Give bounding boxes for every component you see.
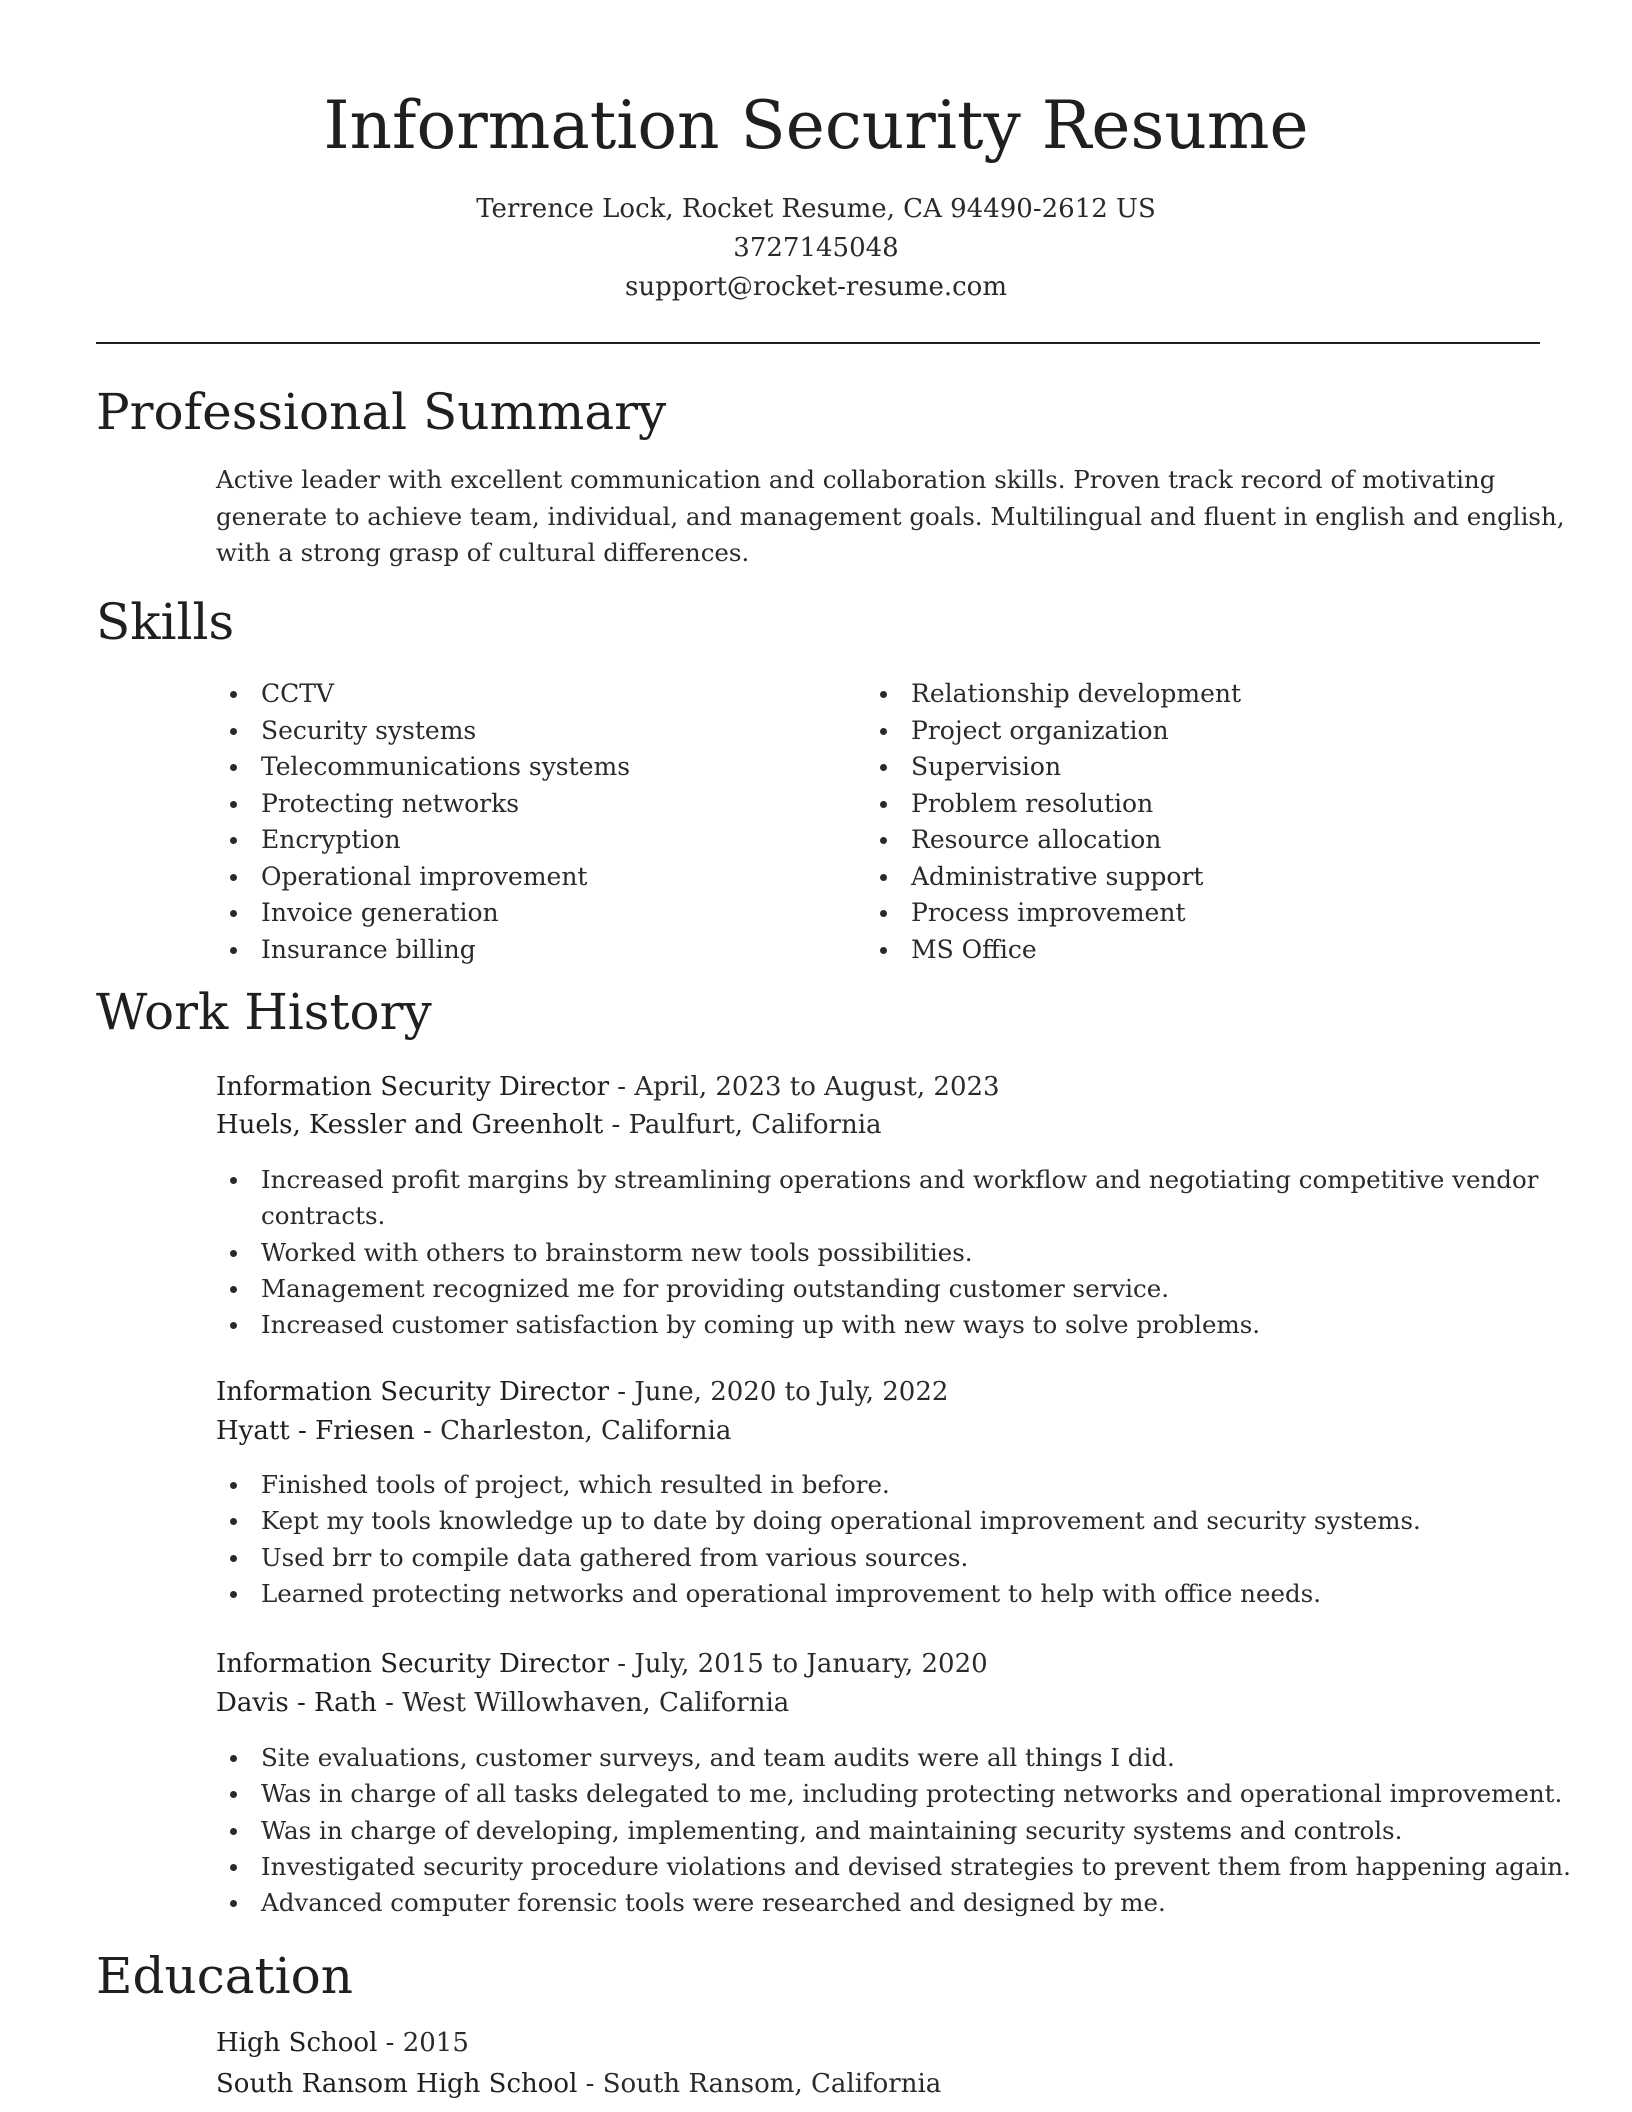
job-bullet: Investigated security procedure violations and devised strategies to prevent them from happening again. xyxy=(230,1849,1571,1885)
education-school: South Ransom High School xyxy=(216,2069,578,2099)
header-divider xyxy=(96,342,1540,344)
contact-phone: 3727145048 xyxy=(733,233,899,263)
education-location: South Ransom, California xyxy=(602,2069,942,2099)
summary-line: with a strong grasp of cultural differences. xyxy=(216,538,750,567)
education-degree-line xyxy=(216,2025,469,2061)
job-bullets xyxy=(230,1162,1538,1343)
skill-item: Supervision xyxy=(880,749,1241,786)
skill-item: Insurance billing xyxy=(230,932,630,969)
skill-item: Administrative support xyxy=(880,859,1241,896)
skill-item: Telecommunications systems xyxy=(230,749,630,786)
skill-item: Protecting networks xyxy=(230,786,630,823)
separator: - xyxy=(376,1688,403,1718)
skill-item: Relationship development xyxy=(880,676,1241,713)
job-title: Information Security Director xyxy=(216,1377,610,1407)
job-title-line xyxy=(216,1374,948,1410)
job-bullet: Finished tools of project, which resulted in before. xyxy=(230,1467,1421,1503)
summary-line: generate to achieve team, individual, and management goals. Multilingual and fluent in english and english, xyxy=(216,501,1565,531)
job-bullet: Used brr to compile data gathered from various sources. xyxy=(230,1540,1421,1576)
separator: - xyxy=(609,1072,635,1102)
job-location: Charleston, California xyxy=(440,1416,732,1446)
skill-item: CCTV xyxy=(230,676,630,713)
job-bullet: Learned protecting networks and operational improvement to help with office needs. xyxy=(230,1576,1421,1612)
education-degree: High School xyxy=(216,2028,378,2058)
job-bullet: Site evaluations, customer surveys, and team audits were all things I did. xyxy=(230,1740,1571,1776)
education-year: 2015 xyxy=(402,2028,469,2058)
job-dates: April, 2023 to August, 2023 xyxy=(634,1072,1000,1102)
skills-list-right xyxy=(880,676,1241,968)
skills-heading: Skills xyxy=(96,593,235,651)
job-company-line xyxy=(216,1107,882,1143)
summary-text xyxy=(216,462,1565,572)
job-title: Information Security Director xyxy=(216,1072,610,1102)
education-school-line xyxy=(216,2066,941,2102)
job-title-line xyxy=(216,1646,988,1682)
summary-line: Active leader with excellent communication and collaboration skills. Proven track record of motivating xyxy=(216,465,1496,494)
skill-item: Resource allocation xyxy=(880,822,1241,859)
skill-item: Encryption xyxy=(230,822,630,859)
job-bullet: Was in charge of all tasks delegated to me, including protecting networks and operational improvement. xyxy=(230,1776,1571,1812)
skill-item: Process improvement xyxy=(880,895,1241,932)
job-bullet: Kept my tools knowledge up to date by doing operational improvement and security systems. xyxy=(230,1503,1421,1539)
job-bullet: Worked with others to brainstorm new tools possibilities. xyxy=(230,1235,1538,1271)
skill-item: MS Office xyxy=(880,932,1241,969)
skill-item: Project organization xyxy=(880,713,1241,750)
skill-item: Invoice generation xyxy=(230,895,630,932)
job-dates: June, 2020 to July, 2022 xyxy=(634,1377,949,1407)
job-company: Huels, Kessler and Greenholt xyxy=(216,1110,604,1140)
skill-item: Problem resolution xyxy=(880,786,1241,823)
contact-email: support@rocket-resume.com xyxy=(624,272,1007,302)
job-location: West Willowhaven, California xyxy=(402,1688,790,1718)
contact-block xyxy=(0,190,1632,307)
separator: - xyxy=(414,1416,441,1446)
job-title: Information Security Director xyxy=(216,1649,610,1679)
job-company: Davis - Rath xyxy=(216,1688,377,1718)
job-bullet-continuation: contracts. xyxy=(261,1201,386,1231)
job-bullet xyxy=(230,1162,1538,1198)
separator: - xyxy=(577,2069,603,2099)
education-heading: Education xyxy=(96,1947,353,2005)
separator: - xyxy=(609,1649,635,1679)
job-company-line xyxy=(216,1413,731,1449)
job-dates: July, 2015 to January, 2020 xyxy=(634,1649,988,1679)
job-bullet: Increased customer satisfaction by coming up with new ways to solve problems. xyxy=(230,1307,1538,1343)
skill-item: Operational improvement xyxy=(230,859,630,896)
resume-title: Information Security Resume xyxy=(323,87,1309,164)
job-company: Hyatt - Friesen xyxy=(216,1416,415,1446)
job-bullet: Advanced computer forensic tools were researched and designed by me. xyxy=(230,1885,1571,1921)
separator: - xyxy=(377,2028,403,2058)
summary-heading: Professional Summary xyxy=(96,383,667,441)
job-bullets xyxy=(230,1467,1421,1612)
job-bullet-text: Increased profit margins by streamlining operations and workflow and negotiating competitive vendor xyxy=(261,1165,1539,1194)
job-bullet: Was in charge of developing, implementing, and maintaining security systems and controls. xyxy=(230,1813,1571,1849)
skills-list-left xyxy=(230,676,630,968)
separator: - xyxy=(609,1377,635,1407)
job-company-line xyxy=(216,1685,789,1721)
contact-address: Terrence Lock, Rocket Resume, CA 94490-2612 US xyxy=(476,194,1156,224)
job-bullet: Management recognized me for providing outstanding customer service. xyxy=(230,1271,1538,1307)
separator: - xyxy=(603,1110,629,1140)
job-location: Paulfurt, California xyxy=(628,1110,882,1140)
job-title-line xyxy=(216,1069,1000,1105)
job-bullets xyxy=(230,1740,1571,1921)
work-history-heading: Work History xyxy=(96,983,432,1041)
skill-item: Security systems xyxy=(230,713,630,750)
